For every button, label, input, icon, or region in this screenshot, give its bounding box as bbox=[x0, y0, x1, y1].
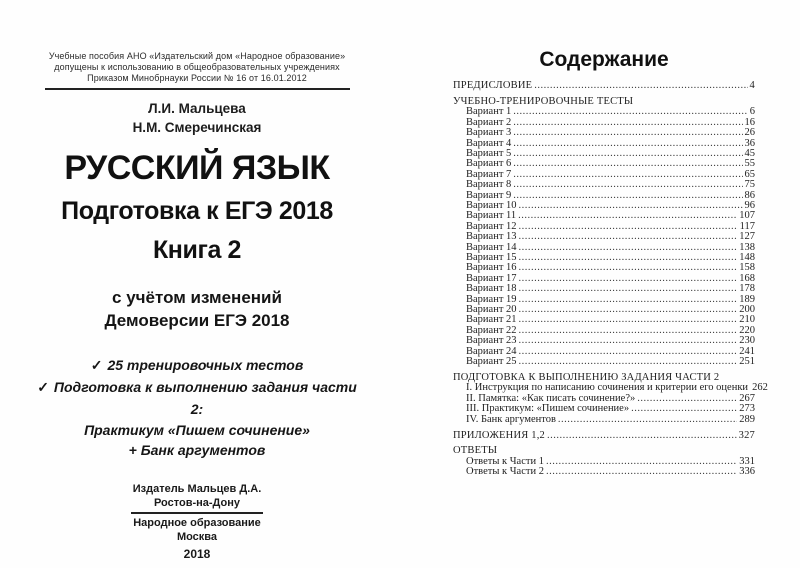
toc-entry-label: Вариант 25 bbox=[466, 356, 517, 368]
imprint-divider bbox=[45, 88, 350, 90]
toc-leader-dots bbox=[513, 159, 742, 169]
toc-entry-page: 86 bbox=[744, 189, 755, 201]
toc-entry-label: Вариант 21 bbox=[466, 314, 517, 326]
toc-leader-dots bbox=[519, 274, 738, 284]
toc-leader-dots bbox=[631, 404, 737, 414]
toc-entry-page: 127 bbox=[739, 231, 755, 243]
toc-entry bbox=[453, 81, 755, 91]
toc-entry bbox=[453, 415, 755, 425]
toc-entry-label: I. Инструкция по написанию сочинения и критерии его оценки bbox=[466, 382, 749, 394]
toc-leader-dots bbox=[519, 253, 738, 263]
toc-leader-dots bbox=[546, 467, 737, 477]
toc-entry-label: Вариант 10 bbox=[466, 199, 517, 211]
toc-entry-label: Ответы к Части 1 bbox=[466, 455, 544, 467]
toc-entry-page: 168 bbox=[739, 272, 755, 284]
toc-leader-dots bbox=[519, 232, 738, 242]
toc-entry-label: ПРЕДИСЛОВИЕ bbox=[453, 80, 533, 91]
toc-entry-page: 65 bbox=[744, 168, 755, 180]
book-title: РУССКИЙ ЯЗЫК bbox=[64, 149, 330, 187]
toc-leader-dots bbox=[519, 305, 738, 315]
toc-title: Содержание bbox=[539, 48, 669, 71]
copublisher-city: Москва bbox=[176, 531, 218, 543]
toc-entry-page: 96 bbox=[744, 199, 755, 211]
toc-leader-dots bbox=[513, 118, 742, 128]
toc-leader-dots bbox=[558, 415, 737, 425]
toc-entry-page: 331 bbox=[739, 455, 755, 467]
toc-entry bbox=[453, 180, 755, 190]
toc-entry-page: 138 bbox=[739, 241, 755, 253]
toc-entry-page: 210 bbox=[739, 314, 755, 326]
feature-text: 25 тренировочных тестов bbox=[107, 357, 304, 373]
toc-entry-page: 273 bbox=[739, 403, 755, 415]
feature-part2 bbox=[30, 376, 364, 420]
toc-leader-dots bbox=[518, 211, 737, 221]
toc-entry-page: 117 bbox=[739, 220, 755, 232]
toc-entry-page: 267 bbox=[739, 392, 755, 404]
toc-entry-page: 26 bbox=[744, 127, 755, 139]
publication-year: 2018 bbox=[183, 547, 211, 561]
toc-entry-label: ПРИЛОЖЕНИЯ 1,2 bbox=[453, 429, 545, 441]
toc-entry-label: Вариант 16 bbox=[466, 262, 517, 274]
toc-entry-label: Вариант 7 bbox=[466, 168, 512, 180]
toc-leader-dots bbox=[513, 107, 747, 117]
toc-list bbox=[453, 80, 768, 478]
edition-note bbox=[30, 286, 364, 332]
author-name: Н.М. Смеречинская bbox=[132, 120, 262, 135]
toc-entry-label: IV. Банк аргументов bbox=[466, 413, 556, 425]
toc-entry-page: 178 bbox=[739, 283, 755, 295]
author-name: Л.И. Мальцева bbox=[148, 101, 246, 116]
toc-entry-label: III. Практикум: «Пишем сочинение» bbox=[466, 403, 630, 415]
toc-entry-label: Вариант 3 bbox=[466, 127, 512, 139]
toc-entry-page: 200 bbox=[739, 304, 755, 316]
toc-entry-page: 55 bbox=[744, 158, 755, 170]
publisher-divider bbox=[131, 512, 263, 514]
toc-leader-dots bbox=[513, 139, 742, 149]
publisher-name: Издатель Мальцев Д.А. bbox=[132, 483, 262, 495]
toc-entry-label: Вариант 9 bbox=[466, 189, 512, 201]
toc-entry-page: 220 bbox=[739, 324, 755, 336]
toc-leader-dots bbox=[519, 315, 738, 325]
contents-page bbox=[453, 0, 768, 568]
toc-entry-page: 36 bbox=[744, 137, 755, 149]
toc-entry-label: ОТВЕТЫ bbox=[453, 445, 498, 457]
edition-note-line: с учётом изменений bbox=[112, 288, 282, 307]
toc-entry-page: 75 bbox=[744, 179, 755, 191]
toc-entry-label: Вариант 14 bbox=[466, 241, 517, 253]
imprint-line: допущены к использованию в общеобразовательных учреждениях bbox=[54, 62, 340, 72]
toc-entry-label: Вариант 24 bbox=[466, 345, 517, 357]
toc-leader-dots bbox=[519, 201, 743, 211]
toc-entry-page: 4 bbox=[749, 80, 755, 91]
toc-entry-label: ПОДГОТОВКА К ВЫПОЛНЕНИЮ ЗАДАНИЯ ЧАСТИ 2 bbox=[453, 371, 720, 383]
toc-entry-page: 251 bbox=[739, 356, 755, 368]
toc-entry-label: Вариант 8 bbox=[466, 179, 512, 191]
publisher-block bbox=[30, 482, 364, 561]
toc-entry-label: Вариант 17 bbox=[466, 272, 517, 284]
toc-entry-label: Вариант 11 bbox=[466, 210, 517, 222]
toc-entry-page: 189 bbox=[739, 293, 755, 305]
toc-leader-dots bbox=[513, 191, 742, 201]
toc-entry-label: Вариант 18 bbox=[466, 283, 517, 295]
toc-entry-page: 107 bbox=[739, 210, 755, 222]
book-subtitle-exam: Подготовка к ЕГЭ 2018 bbox=[61, 197, 333, 225]
checkmark-icon: ✓ bbox=[90, 357, 103, 373]
toc-entry-page: 289 bbox=[739, 413, 755, 425]
toc-entry-page: 45 bbox=[744, 147, 755, 159]
toc-entry-label: Вариант 22 bbox=[466, 324, 517, 336]
toc-entry-label: Вариант 2 bbox=[466, 116, 512, 128]
feature-text: Подготовка к выполнению задания части 2: bbox=[53, 379, 357, 417]
toc-entry-label: Вариант 12 bbox=[466, 220, 517, 232]
feature-tests bbox=[30, 354, 364, 376]
toc-leader-dots bbox=[519, 347, 738, 357]
toc-entry-label: Вариант 1 bbox=[466, 106, 512, 118]
edition-note-line: Демоверсии ЕГЭ 2018 bbox=[104, 311, 290, 330]
toc-leader-dots bbox=[519, 326, 738, 336]
toc-entry-page: 148 bbox=[739, 252, 755, 263]
toc-entry bbox=[453, 467, 755, 477]
features-list bbox=[30, 354, 364, 460]
toc-leader-dots bbox=[513, 149, 742, 159]
toc-entry-page: 230 bbox=[739, 335, 755, 347]
toc-entry-label: Вариант 23 bbox=[466, 335, 517, 347]
toc-entry-label: Ответы к Части 2 bbox=[466, 466, 544, 478]
toc-leader-dots bbox=[546, 457, 737, 467]
publisher-city: Ростов-на-Дону bbox=[153, 497, 241, 509]
toc-entry-page: 327 bbox=[738, 429, 755, 441]
book-subtitle-volume: Книга 2 bbox=[152, 236, 242, 264]
toc-entry-label: Вариант 5 bbox=[466, 147, 512, 159]
toc-entry-page: 241 bbox=[739, 345, 755, 357]
toc-leader-dots bbox=[637, 394, 737, 404]
toc-leader-dots bbox=[519, 336, 738, 346]
toc-entry-label: Вариант 6 bbox=[466, 158, 512, 170]
toc-entry bbox=[453, 357, 755, 367]
title-page bbox=[30, 0, 364, 568]
toc-leader-dots bbox=[519, 295, 738, 305]
toc-entry-label: Вариант 15 bbox=[466, 252, 517, 263]
copublisher-name: Народное образование bbox=[133, 517, 261, 529]
imprint-line: Учебные пособия АНО «Издательский дом «Народное образование» bbox=[48, 51, 346, 61]
toc-entry-label: Вариант 4 bbox=[466, 137, 512, 149]
toc-entry-page: 16 bbox=[744, 116, 755, 128]
authors-block bbox=[30, 99, 364, 137]
toc-entry-label: Вариант 19 bbox=[466, 293, 517, 305]
toc-leader-dots bbox=[513, 128, 742, 138]
toc-entry bbox=[453, 431, 755, 441]
toc-entry-label: УЧЕБНО-ТРЕНИРОВОЧНЫЕ ТЕСТЫ bbox=[453, 95, 634, 107]
feature-part2-sub: Практикум «Пишем сочинение» bbox=[84, 422, 310, 438]
toc-leader-dots bbox=[547, 431, 737, 441]
toc-leader-dots bbox=[519, 284, 738, 294]
toc-leader-dots bbox=[519, 263, 738, 273]
toc-leader-dots bbox=[519, 357, 738, 367]
imprint-notice bbox=[30, 51, 364, 84]
toc-leader-dots bbox=[534, 81, 747, 91]
toc-leader-dots bbox=[519, 222, 738, 232]
toc-entry-label: II. Памятка: «Как писать сочинение?» bbox=[466, 392, 636, 404]
toc-leader-dots bbox=[513, 170, 742, 180]
feature-part2-sub: + Банк аргументов bbox=[128, 442, 266, 458]
toc-entry-page: 6 bbox=[749, 106, 755, 118]
toc-leader-dots bbox=[519, 243, 738, 253]
toc-entry bbox=[453, 128, 755, 138]
toc-entry-page: 158 bbox=[739, 262, 755, 274]
toc-leader-dots bbox=[513, 180, 742, 190]
toc-entry-page: 336 bbox=[739, 466, 755, 478]
toc-entry-label: Вариант 13 bbox=[466, 231, 517, 243]
toc-entry-label: Вариант 20 bbox=[466, 304, 517, 316]
checkmark-icon: ✓ bbox=[37, 379, 49, 395]
toc-entry-page: 262 bbox=[752, 382, 768, 394]
imprint-line: Приказом Минобрнауки России № 16 от 16.01.2012 bbox=[87, 73, 307, 83]
